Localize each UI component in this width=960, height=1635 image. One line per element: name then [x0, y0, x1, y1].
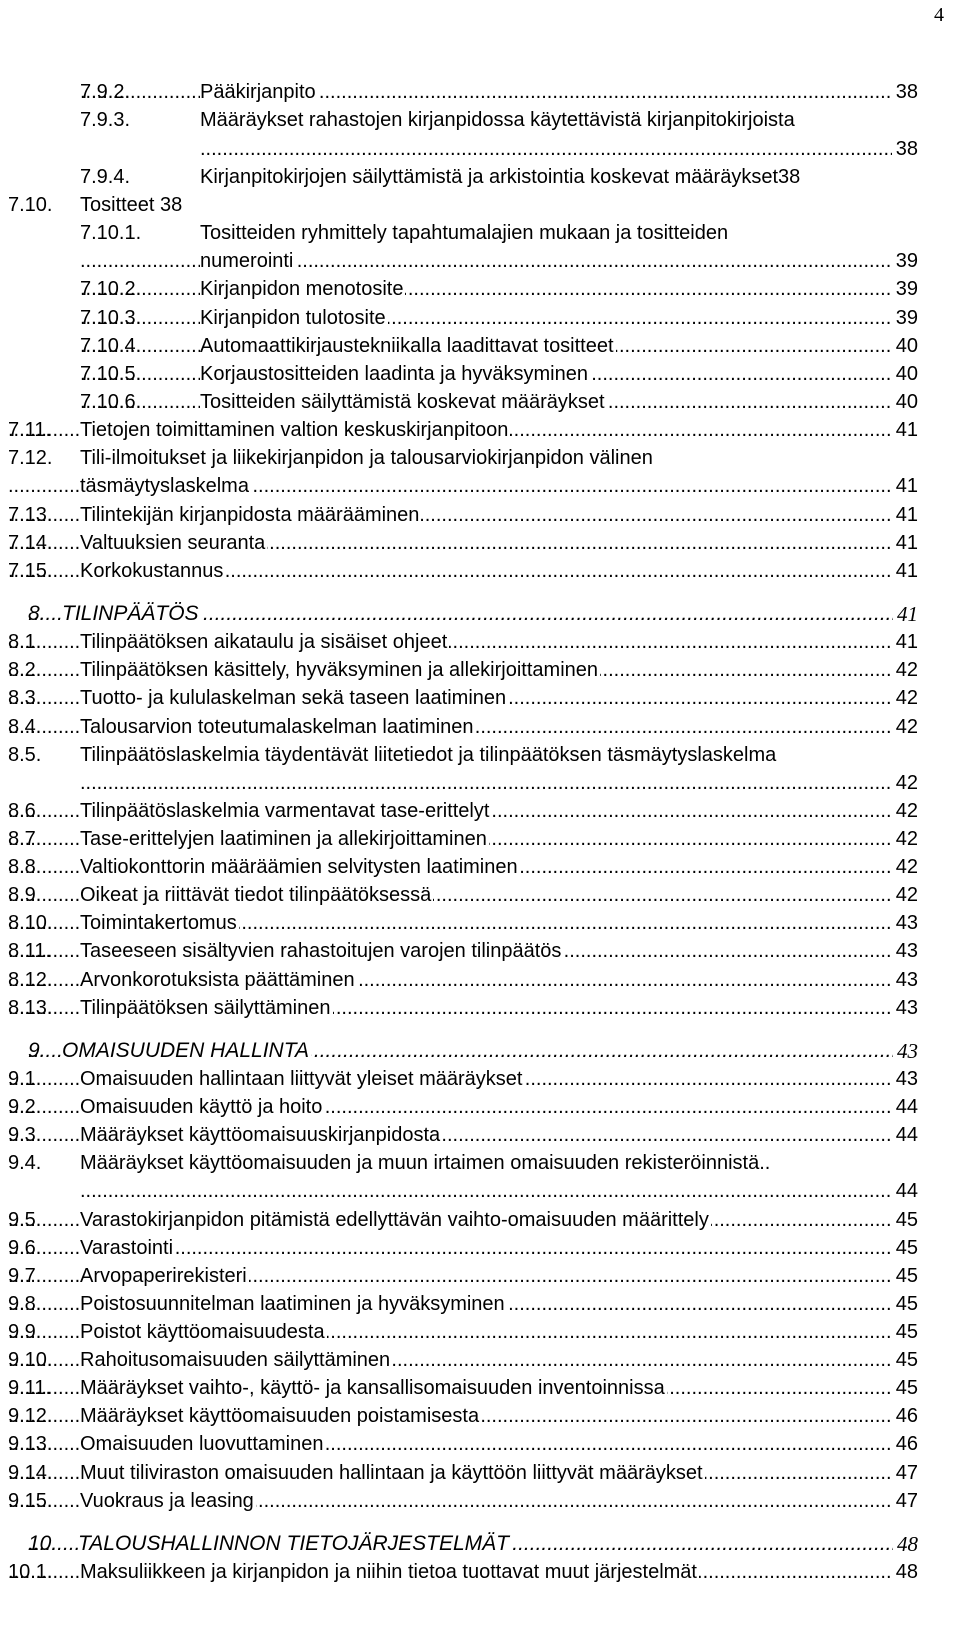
entry-number: 7.13. — [8, 504, 53, 526]
entry-page: 45 — [892, 1374, 918, 1402]
toc-entry[interactable] — [8, 1206, 918, 1234]
entry-page: 43 — [892, 994, 918, 1022]
entry-page: 40 — [892, 360, 918, 388]
entry-page: 38 — [892, 135, 918, 163]
entry-title: Määräykset käyttöomaisuuskirjanpidosta — [80, 1121, 442, 1149]
entry-page: 41 — [893, 600, 918, 628]
entry-number: 7.14. — [8, 532, 53, 554]
toc-entry[interactable] — [8, 557, 918, 585]
entry-title: Omaisuuden käyttö ja hoito — [80, 1093, 324, 1121]
entry-title: Tositteet 38 — [80, 191, 184, 219]
entry-title: Tilintekijän kirjanpidosta määrääminen — [80, 501, 421, 529]
entry-page: 46 — [892, 1430, 918, 1458]
dot-leader — [80, 769, 918, 797]
entry-number: 8.2. — [8, 659, 42, 681]
toc-entry[interactable] — [8, 472, 918, 500]
toc-entry[interactable] — [8, 966, 918, 994]
entry-page: 43 — [892, 937, 918, 965]
entry-number: 10.1. — [8, 1561, 53, 1583]
entry-number: 7.10.2. — [80, 278, 142, 300]
toc-entry[interactable] — [80, 388, 918, 416]
entry-page: 43 — [893, 1037, 918, 1065]
toc-entry[interactable] — [8, 1318, 918, 1346]
entry-page: 44 — [892, 1093, 918, 1121]
entry-title: Maksuliikkeen ja kirjanpidon ja niihin tietoa tuottavat muut järjestelmät — [80, 1558, 699, 1586]
entry-title: Korkokustannus — [80, 557, 225, 585]
entry-page: 42 — [892, 656, 918, 684]
entry-title: Valtiokonttorin määräämien selvitysten laatiminen — [80, 853, 520, 881]
entry-number: 7.10.6. — [80, 391, 142, 413]
entry-page: 39 — [892, 304, 918, 332]
toc-entry[interactable] — [8, 1262, 918, 1290]
entry-title: TILINPÄÄTÖS — [62, 600, 201, 628]
toc-entry[interactable] — [8, 1459, 918, 1487]
entry-page: 42 — [892, 881, 918, 909]
entry-page: 45 — [892, 1290, 918, 1318]
entry-title: Arvopaperirekisteri — [80, 1262, 249, 1290]
toc-entry[interactable] — [8, 937, 918, 965]
entry-number: 9.13. — [8, 1433, 53, 1455]
entry-number: 10. — [28, 1532, 58, 1555]
entry-number: 9.6. — [8, 1237, 42, 1259]
entry-number: 9.5. — [8, 1209, 42, 1231]
entry-number: 8.6. — [8, 800, 42, 822]
toc-entry[interactable] — [8, 1374, 918, 1402]
entry-title: Tositteiden säilyttämistä koskevat määräykset — [200, 388, 607, 416]
entry-number: 8.10. — [8, 912, 53, 934]
toc-entry[interactable] — [8, 1346, 918, 1374]
entry-number: 8.12. — [8, 969, 53, 991]
entry-page: 41 — [892, 416, 918, 444]
entry-title: Oikeat ja riittävät tiedot tilinpäätöksessä — [80, 881, 433, 909]
entry-title: Pääkirjanpito — [200, 78, 318, 106]
entry-title: Valtuuksien seuranta — [80, 529, 267, 557]
entry-page: 45 — [892, 1234, 918, 1262]
toc-entry[interactable] — [8, 416, 918, 444]
toc-entry[interactable] — [8, 1290, 918, 1318]
entry-page: 45 — [892, 1318, 918, 1346]
entry-page: 46 — [892, 1402, 918, 1430]
entry-page: 42 — [892, 713, 918, 741]
entry-title: Korjaustositteiden laadinta ja hyväksyminen — [200, 360, 590, 388]
entry-number: 9.14. — [8, 1462, 53, 1484]
entry-title: OMAISUUDEN HALLINTA — [62, 1037, 311, 1065]
entry-title: Tositteiden ryhmittely tapahtumalajien mukaan ja tositteiden — [200, 219, 730, 247]
entry-number: 8.5. — [8, 744, 42, 766]
entry-page: 42 — [892, 825, 918, 853]
entry-title: Omaisuuden hallintaan liittyvät yleiset määräykset — [80, 1065, 524, 1093]
toc-entry[interactable] — [8, 741, 918, 769]
entry-number: 8.9. — [8, 884, 42, 906]
entry-number: 8.7. — [8, 828, 42, 850]
toc-heading[interactable] — [28, 1530, 918, 1558]
entry-number: 7.10.1. — [80, 222, 142, 244]
toc-entry[interactable] — [80, 247, 918, 275]
entry-page: 41 — [892, 557, 918, 585]
toc-entry[interactable] — [8, 1402, 918, 1430]
entry-number: 8.11. — [8, 940, 51, 962]
entry-page: 42 — [892, 684, 918, 712]
toc-entry[interactable] — [8, 1558, 918, 1586]
entry-title: Omaisuuden luovuttaminen — [80, 1430, 325, 1458]
toc-entry[interactable] — [8, 529, 918, 557]
entry-page: 42 — [892, 853, 918, 881]
entry-number: 8.4. — [8, 716, 42, 738]
entry-number: 9.8. — [8, 1293, 42, 1315]
toc-entry[interactable] — [8, 853, 918, 881]
entry-number: 8.1. — [8, 631, 42, 653]
entry-page: 47 — [892, 1487, 918, 1515]
toc-entry[interactable] — [8, 769, 918, 797]
entry-title: Kirjanpidon tulotosite — [200, 304, 388, 332]
entry-title: Tuotto- ja kululaskelman sekä taseen laatiminen — [80, 684, 508, 712]
entry-title: Tilinpäätöksen säilyttäminen — [80, 994, 333, 1022]
entry-number: 9.4. — [8, 1152, 42, 1174]
entry-number: 7.11. — [8, 419, 51, 441]
entry-number: 7.10.4. — [80, 335, 142, 357]
entry-title: Määräykset vaihto-, käyttö- ja kansallisomaisuuden inventoinnissa — [80, 1374, 667, 1402]
toc-heading[interactable] — [28, 1037, 918, 1065]
entry-number: 8. — [28, 602, 46, 625]
entry-title: Tilinpäätöksen aikataulu ja sisäiset ohjeet — [80, 628, 449, 656]
entry-page: 43 — [892, 966, 918, 994]
toc-entry[interactable] — [80, 106, 918, 134]
toc-entry[interactable] — [8, 909, 918, 937]
entry-number: 9.10. — [8, 1349, 53, 1371]
toc-entry[interactable] — [80, 275, 918, 303]
entry-number: 7.10. — [8, 194, 53, 216]
entry-number: 9.9. — [8, 1321, 42, 1343]
entry-number: 9.1. — [8, 1068, 42, 1090]
toc-entry[interactable] — [80, 78, 918, 106]
toc-entry[interactable] — [8, 684, 918, 712]
entry-title: Taseeseen sisältyvien rahastoitujen varojen tilinpäätös — [80, 937, 563, 965]
entry-title: Tilinpäätöksen käsittely, hyväksyminen ja allekirjoittaminen — [80, 656, 600, 684]
toc-entry[interactable] — [8, 825, 918, 853]
entry-title: Määräykset käyttöomaisuuden poistamisesta — [80, 1402, 481, 1430]
entry-number: 9.2. — [8, 1096, 42, 1118]
toc-entry[interactable] — [8, 1234, 918, 1262]
entry-page: 42 — [892, 769, 918, 797]
entry-number: 8.8. — [8, 856, 42, 878]
toc-entry[interactable] — [8, 191, 918, 219]
toc-entry[interactable] — [80, 163, 918, 191]
entry-title: Tilinpäätöslaskelmia täydentävät liitetiedot ja tilinpäätöksen täsmäytyslaskelma — [80, 741, 778, 769]
entry-title: Varastokirjanpidon pitämistä edellyttävän vaihto-omaisuuden määrittely — [80, 1206, 711, 1234]
toc-entry[interactable] — [8, 1121, 918, 1149]
entry-page: 42 — [892, 797, 918, 825]
entry-title: Muut tiliviraston omaisuuden hallintaan ja käyttöön liittyvät määräykset — [80, 1459, 705, 1487]
entry-title: Poistosuunnitelman laatiminen ja hyväksyminen — [80, 1290, 507, 1318]
entry-title: Arvonkorotuksista päättäminen — [80, 966, 357, 994]
entry-page: 41 — [892, 529, 918, 557]
entry-number: 7.10.5. — [80, 363, 142, 385]
entry-number: 8.13. — [8, 997, 53, 1019]
entry-page: 44 — [892, 1177, 918, 1205]
toc-entry[interactable] — [8, 1487, 918, 1515]
toc-entry[interactable] — [8, 1093, 918, 1121]
entry-title: Tase-erittelyjen laatiminen ja allekirjoittaminen — [80, 825, 489, 853]
entry-title: Kirjanpitokirjojen säilyttämistä ja arkistointia koskevat määräykset38 — [200, 163, 802, 191]
toc-entry[interactable] — [80, 135, 918, 163]
toc-entry[interactable] — [8, 881, 918, 909]
entry-title: TALOUSHALLINNON TIETOJÄRJESTELMÄT — [78, 1530, 511, 1558]
toc-entry[interactable] — [8, 628, 918, 656]
entry-number: 7.9.4. — [80, 166, 131, 188]
entry-number: 9. — [28, 1039, 46, 1062]
entry-number: 9.7. — [8, 1265, 42, 1287]
entry-title: numerointi — [200, 247, 295, 275]
entry-number: 9.15. — [8, 1490, 53, 1512]
entry-title: Määräykset käyttöomaisuuden ja muun irtaimen omaisuuden rekisteröinnistä.. — [80, 1149, 772, 1177]
entry-title: Automaattikirjaustekniikalla laadittavat tositteet — [200, 332, 616, 360]
toc-entry[interactable] — [8, 1065, 918, 1093]
entry-title: täsmäytyslaskelma — [80, 472, 251, 500]
dot-leader — [200, 135, 918, 163]
entry-page: 43 — [892, 909, 918, 937]
toc-entry[interactable] — [8, 1430, 918, 1458]
entry-page: 45 — [892, 1262, 918, 1290]
entry-number: 8.3. — [8, 687, 42, 709]
entry-number: 9.11. — [8, 1377, 51, 1399]
entry-title: Tili-ilmoitukset ja liikekirjanpidon ja talousarviokirjanpidon välinen — [80, 444, 655, 472]
dot-leader — [80, 1177, 918, 1205]
toc-entry[interactable] — [8, 501, 918, 529]
entry-page: 45 — [892, 1346, 918, 1374]
page-number: 4 — [934, 4, 944, 26]
toc-entry[interactable] — [8, 656, 918, 684]
entry-title: Tilinpäätöslaskelmia varmentavat tase-erittelyt — [80, 797, 491, 825]
entry-title: Poistot käyttöomaisuudesta — [80, 1318, 327, 1346]
entry-page: 41 — [892, 628, 918, 656]
entry-title: Kirjanpidon menotosite — [200, 275, 405, 303]
entry-page: 40 — [892, 388, 918, 416]
entry-page: 43 — [892, 1065, 918, 1093]
toc-entry[interactable] — [80, 360, 918, 388]
entry-number: 7.12. — [8, 447, 53, 469]
entry-page: 40 — [892, 332, 918, 360]
toc-heading[interactable] — [28, 600, 918, 628]
toc-entry[interactable] — [80, 332, 918, 360]
entry-number: 9.12. — [8, 1405, 53, 1427]
entry-page: 47 — [892, 1459, 918, 1487]
entry-page: 41 — [892, 472, 918, 500]
toc-entry[interactable] — [8, 1177, 918, 1205]
entry-number: 7.15. — [8, 560, 53, 582]
entry-title: Talousarvion toteutumalaskelman laatiminen — [80, 713, 476, 741]
entry-title: Rahoitusomaisuuden säilyttäminen — [80, 1346, 392, 1374]
entry-title: Tietojen toimittaminen valtion keskuskirjanpitoon — [80, 416, 510, 444]
toc-entry[interactable] — [80, 219, 918, 247]
entry-page: 38 — [892, 78, 918, 106]
entry-number: 7.10.3. — [80, 307, 142, 329]
toc-entry[interactable] — [8, 1149, 918, 1177]
toc-entry[interactable] — [8, 797, 918, 825]
toc-entry[interactable] — [8, 444, 918, 472]
toc-entry[interactable] — [80, 304, 918, 332]
toc-entry[interactable] — [8, 713, 918, 741]
entry-page: 39 — [892, 247, 918, 275]
entry-page: 41 — [892, 501, 918, 529]
entry-page: 45 — [892, 1206, 918, 1234]
entry-title: Toimintakertomus — [80, 909, 239, 937]
entry-page: 44 — [892, 1121, 918, 1149]
entry-title: Varastointi — [80, 1234, 175, 1262]
toc-entry[interactable] — [8, 994, 918, 1022]
entry-page: 39 — [892, 275, 918, 303]
entry-number: 9.3. — [8, 1124, 42, 1146]
entry-number: 7.9.3. — [80, 109, 131, 131]
entry-title: Määräykset rahastojen kirjanpidossa käytettävistä kirjanpitokirjoista — [200, 106, 797, 134]
entry-title: Vuokraus ja leasing — [80, 1487, 256, 1515]
entry-number: 7.9.2. — [80, 81, 131, 103]
entry-page: 48 — [893, 1530, 918, 1558]
entry-page: 48 — [892, 1558, 918, 1586]
